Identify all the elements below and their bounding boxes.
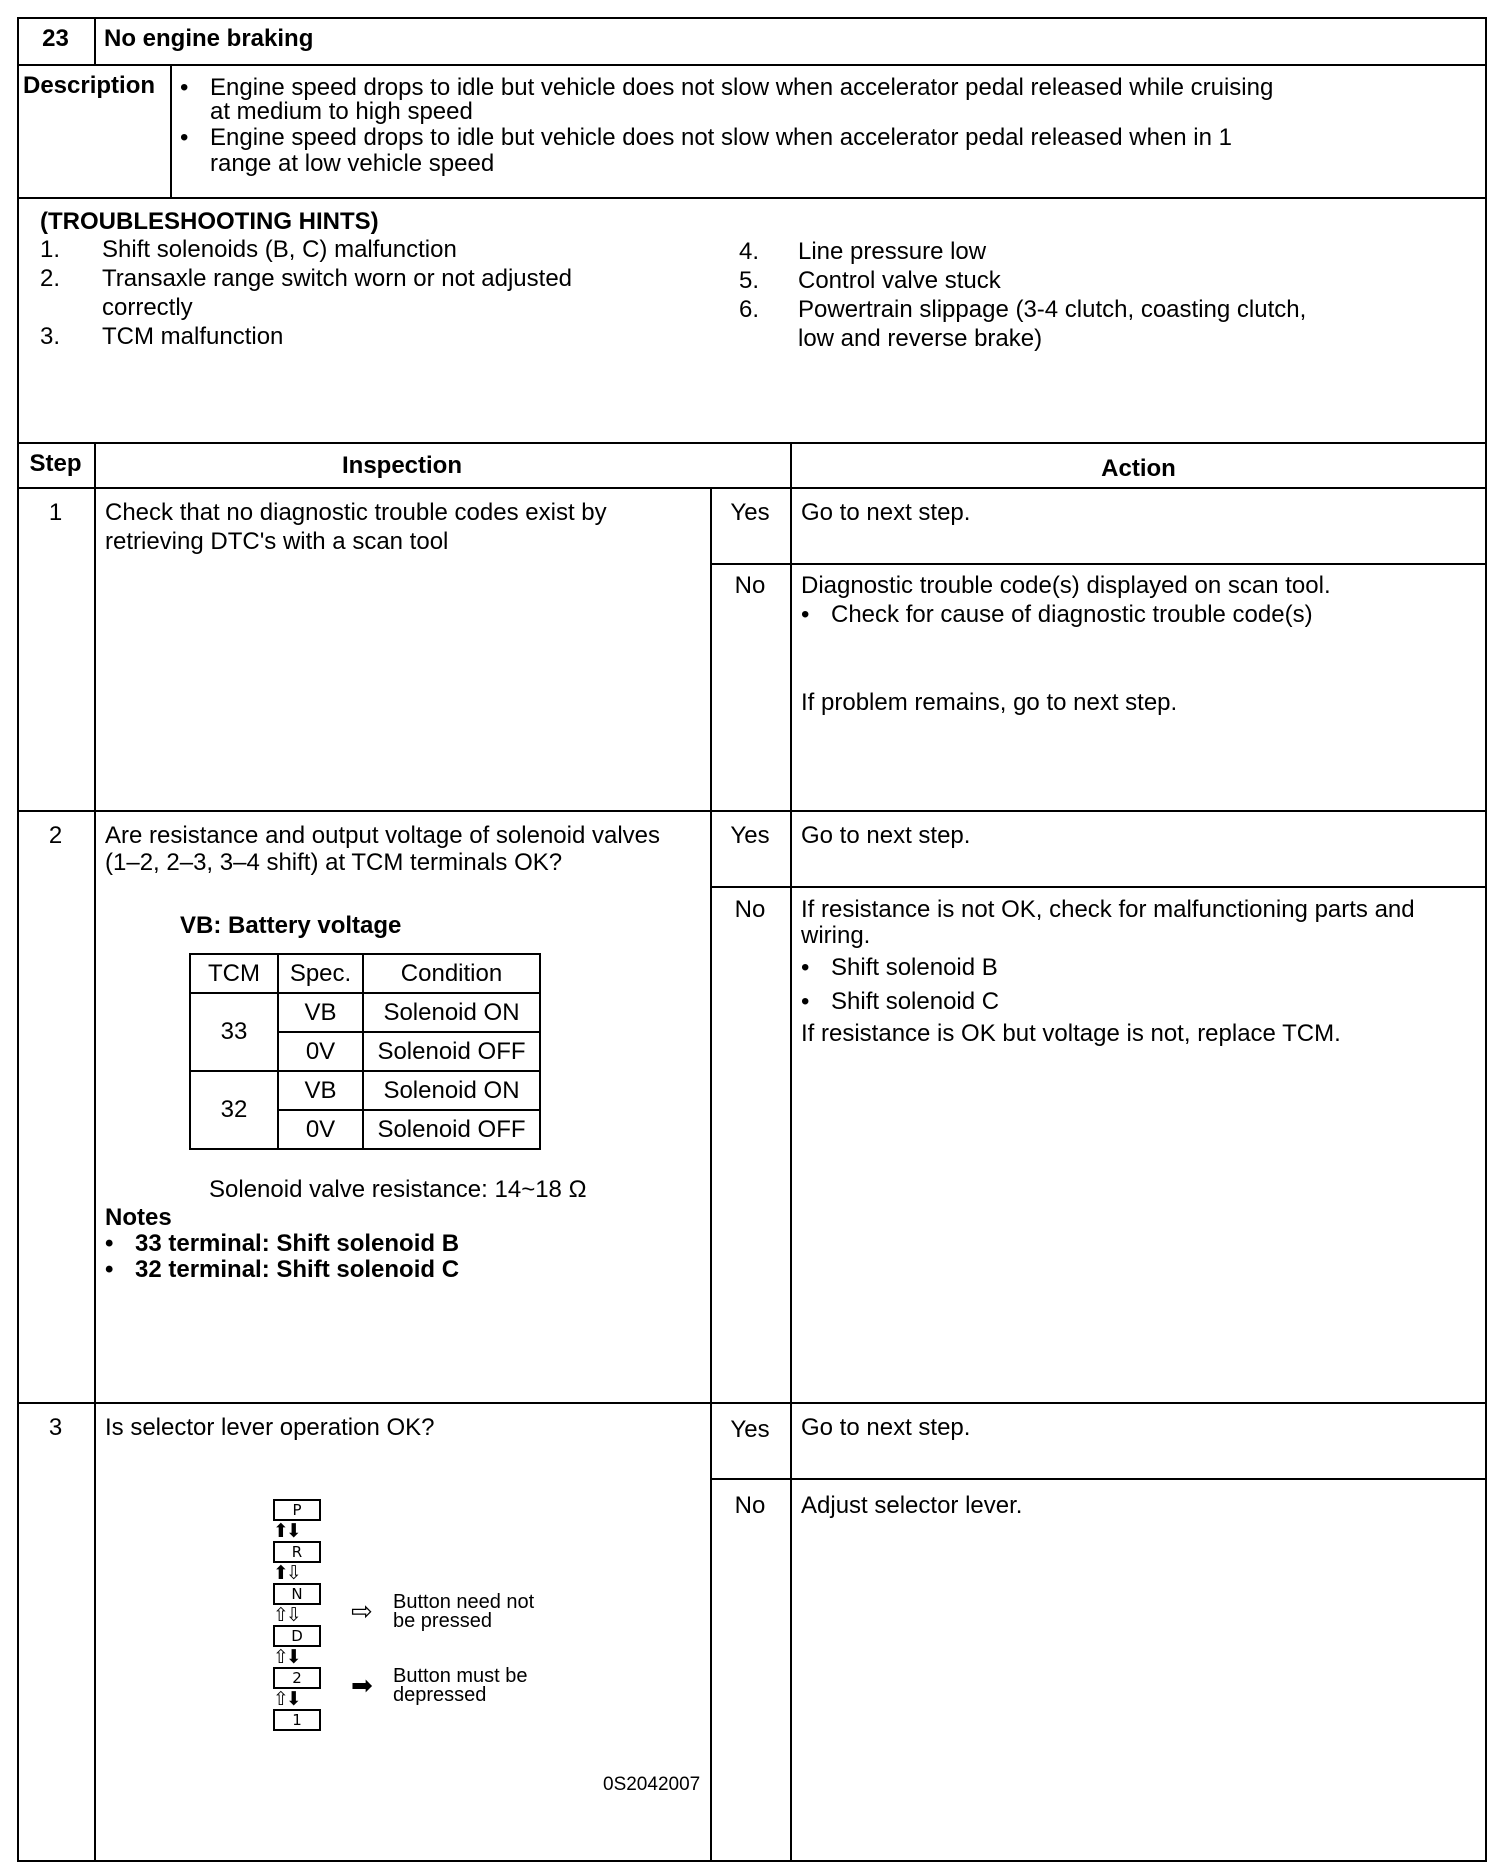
hints-title: (TROUBLESHOOTING HINTS) <box>40 208 379 235</box>
hint-number: 4. <box>739 238 760 265</box>
legend-text: Button must be <box>393 1665 528 1687</box>
table-cell: 33 <box>190 993 278 1071</box>
lever-position-p: P <box>273 1499 321 1521</box>
table-header: Condition <box>363 954 540 993</box>
action-text: Diagnostic trouble code(s) displayed on scan tool. <box>801 572 1331 599</box>
description-label: Description <box>23 72 156 99</box>
action-bullet: • <box>801 601 810 628</box>
hint-number: 2. <box>40 265 61 292</box>
action-text: Go to next step. <box>801 499 971 526</box>
up-down-white-arrows-icon: ⇧⇩ <box>273 1604 299 1626</box>
column-header-inspection: Inspection <box>341 452 462 479</box>
rule <box>790 442 792 1862</box>
lever-position-r: R <box>273 1541 321 1563</box>
table-cell: Solenoid ON <box>363 993 540 1032</box>
description-bullet: • <box>180 124 189 151</box>
rule <box>170 64 172 197</box>
table-header: Spec. <box>278 954 363 993</box>
up-down-black-arrows-icon: ⬆⬇ <box>273 1520 299 1542</box>
action-text: Check for cause of diagnostic trouble code(s) <box>831 601 1313 628</box>
rule <box>94 442 96 1862</box>
no-label: No <box>734 572 766 599</box>
table-cell: 32 <box>190 1071 278 1149</box>
action-text: If problem remains, go to next step. <box>801 689 1178 716</box>
solenoid-spec-table <box>189 953 541 1150</box>
action-text: Go to next step. <box>801 822 971 849</box>
rule <box>17 197 1487 199</box>
battery-voltage-note: VB: Battery voltage <box>180 912 402 939</box>
note-bullet: • <box>105 1230 114 1257</box>
yes-label: Yes <box>730 499 770 526</box>
procedure-number: 23 <box>42 25 69 52</box>
yes-label: Yes <box>730 1416 770 1443</box>
hint-text: low and reverse brake) <box>798 325 1043 352</box>
description-text: Engine speed drops to idle but vehicle does not slow when accelerator pedal released while cruising <box>210 74 1274 101</box>
rule <box>17 1402 1487 1404</box>
action-text: wiring. <box>801 922 871 949</box>
note-bullet: • <box>105 1256 114 1283</box>
action-text: If resistance is not OK, check for malfunctioning parts and <box>801 896 1415 923</box>
action-bullet: • <box>801 954 810 981</box>
selector-lever-diagram <box>273 1499 321 1731</box>
column-header-step: Step <box>29 450 82 477</box>
action-text: Shift solenoid C <box>831 988 1000 1015</box>
description-text: range at low vehicle speed <box>210 150 495 177</box>
description-text: Engine speed drops to idle but vehicle does not slow when accelerator pedal released when in 1 <box>210 124 1232 151</box>
table-cell: 0V <box>278 1110 363 1149</box>
action-text: Shift solenoid B <box>831 954 998 981</box>
procedure-title: No engine braking <box>104 25 314 52</box>
rule <box>17 442 1487 444</box>
table-cell: Solenoid ON <box>363 1071 540 1110</box>
table-header: TCM <box>190 954 278 993</box>
inspection-text: Check that no diagnostic trouble codes exist by <box>105 499 607 526</box>
hint-number: 3. <box>40 323 61 350</box>
legend-text: Button need not <box>393 1591 535 1613</box>
lever-position-d: D <box>273 1625 321 1647</box>
hint-text: Shift solenoids (B, C) malfunction <box>102 236 457 263</box>
description-bullet: • <box>180 74 189 101</box>
table-cell: VB <box>278 1071 363 1110</box>
hint-number: 6. <box>739 296 760 323</box>
hint-text: Control valve stuck <box>798 267 1001 294</box>
hint-number: 5. <box>739 267 760 294</box>
hint-text: TCM malfunction <box>102 323 284 350</box>
lever-position-2: 2 <box>273 1667 321 1689</box>
action-bullet: • <box>801 988 810 1015</box>
inspection-text: retrieving DTC's with a scan tool <box>105 528 449 555</box>
hint-text: correctly <box>102 294 193 321</box>
rule <box>94 17 96 64</box>
table-cell: Solenoid OFF <box>363 1032 540 1071</box>
column-header-action: Action <box>1101 455 1176 482</box>
diagnostic-sheet <box>17 17 1487 1862</box>
rule <box>710 563 1487 565</box>
no-label: No <box>734 896 766 923</box>
legend-text: be pressed <box>393 1610 492 1632</box>
up-white-down-black-arrows-icon: ⇧⬇ <box>273 1646 299 1668</box>
action-text: Adjust selector lever. <box>801 1492 1023 1519</box>
action-text: If resistance is OK but voltage is not, replace TCM. <box>801 1020 1341 1047</box>
table-cell: 0V <box>278 1032 363 1071</box>
action-text: Go to next step. <box>801 1414 971 1441</box>
inspection-text: Are resistance and output voltage of solenoid valves <box>105 822 661 849</box>
up-white-down-black-arrows-icon: ⇧⬇ <box>273 1688 299 1710</box>
inspection-text: (1–2, 2–3, 3–4 shift) at TCM terminals OK? <box>105 849 563 876</box>
hint-text: Transaxle range switch worn or not adjusted <box>102 265 573 292</box>
table-cell: VB <box>278 993 363 1032</box>
rule <box>17 810 1487 812</box>
note-text: 32 terminal: Shift solenoid C <box>135 1256 460 1283</box>
notes-title: Notes <box>105 1204 172 1231</box>
step-number: 2 <box>48 822 63 849</box>
rule <box>710 886 1487 888</box>
lever-position-n: N <box>273 1583 321 1605</box>
yes-label: Yes <box>730 822 770 849</box>
step-number: 3 <box>48 1414 63 1441</box>
inspection-text: Is selector lever operation OK? <box>105 1414 435 1441</box>
rule <box>17 487 1487 489</box>
no-label: No <box>734 1492 766 1519</box>
figure-code: 0S2042007 <box>603 1774 701 1795</box>
rule <box>710 1478 1487 1480</box>
hint-text: Powertrain slippage (3-4 clutch, coasting clutch, <box>798 296 1307 323</box>
description-text: at medium to high speed <box>210 98 473 125</box>
table-cell: Solenoid OFF <box>363 1110 540 1149</box>
up-black-down-white-arrows-icon: ⬆⇩ <box>273 1562 299 1584</box>
white-arrow-icon: ⇨ <box>351 1597 373 1627</box>
note-text: 33 terminal: Shift solenoid B <box>135 1230 460 1257</box>
resistance-spec: Solenoid valve resistance: 14~18 Ω <box>209 1176 587 1203</box>
rule <box>710 487 712 1862</box>
legend-text: depressed <box>393 1684 487 1706</box>
step-number: 1 <box>48 499 63 526</box>
hint-number: 1. <box>40 236 61 263</box>
rule <box>17 64 1487 66</box>
hint-text: Line pressure low <box>798 238 987 265</box>
lever-position-1: 1 <box>273 1709 321 1731</box>
black-arrow-icon: ➡ <box>351 1671 373 1701</box>
